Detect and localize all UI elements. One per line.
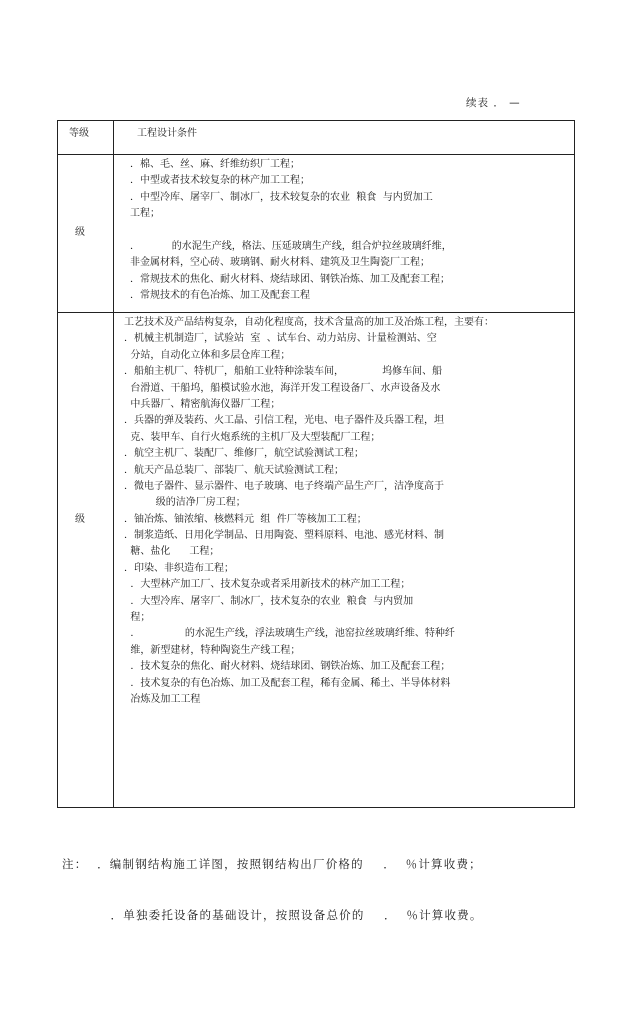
condition-line: 非金属材料，空心砖、玻璃钢、耐火材料、建筑及卫生陶瓷厂工程； xyxy=(130,257,430,269)
condition-line: ．兵器的弹及装药、火工晶、引信工程，光电、电子器件及兵器工程，坦 xyxy=(124,415,444,427)
row-1-conditions xyxy=(130,157,452,305)
condition-line: ．航空主机厂、装配厂、维修厂，航空试验测试工程； xyxy=(124,448,364,460)
condition-line: 中兵器厂、精密航海仪器厂工程； xyxy=(124,398,281,410)
condition-line: ．棉、毛、丝、麻、纤维纺织厂工程； xyxy=(130,159,300,170)
condition-line xyxy=(130,223,452,239)
condition-line: 冶炼及加工工程 xyxy=(124,693,201,705)
condition-line: ．制浆造纸、日用化学制品、日用陶瓷、塑料原料、电池、感光材料、制 xyxy=(124,530,444,542)
condition-line: ．铀冶炼、铀浓缩、核燃料元 组 件厂等核加工工程； xyxy=(124,513,367,525)
column-divider xyxy=(113,121,114,807)
condition-line: ．机械主机制造厂，试验站 室 、试车台、动力站房、计量检测站、空 xyxy=(124,333,437,345)
row-1-grade: 级 xyxy=(75,227,85,238)
condition-line: ．船舶主机厂、特机厂，船舶工业特种涂装车间， 坞修车间、船 xyxy=(124,366,443,378)
header-grade: 等级 xyxy=(69,128,89,139)
condition-line: ． 的水泥生产线，格法、压延玻璃生产线，组合炉拉丝玻璃纤维， xyxy=(130,240,452,252)
header-conditions: 工程设计条件 xyxy=(137,128,197,139)
condition-line: ．大型林产加工厂、技术复杂或者采用新技术的林产加工工程； xyxy=(124,579,411,591)
condition-line: 工艺技术及产品结构复杂，自动化程度高，技术含量高的加工及冶炼工程，主要有： xyxy=(124,317,494,328)
condition-line: ．常规技术的焦化、耐火材料、烧结球团、钢铁冶炼、加工及配套工程； xyxy=(130,273,450,285)
condition-line: ．常规技术的有色冶炼、加工及配套工程 xyxy=(130,290,310,302)
condition-line: 台滑道、干船坞，船模试验水池，海洋开发工程设备厂、水声设备及水 xyxy=(124,382,441,394)
condition-line: 糖、盐化 工程； xyxy=(124,546,220,558)
condition-line: ．中型或者技术较复杂的林产加工工程； xyxy=(130,175,310,187)
row-2-conditions xyxy=(124,315,494,708)
continued-label: 续表 ． — xyxy=(466,97,521,109)
condition-line: ．大型冷库、屠宰厂、制冰厂，技术复杂的农业 粮食 与内贸加 xyxy=(124,595,414,607)
header-divider xyxy=(58,154,574,155)
footnotes xyxy=(62,822,483,941)
condition-line: 分站，自动化立体和多层仓库工程； xyxy=(124,349,291,361)
condition-line: 维，新型建材，特种陶瓷生产线工程； xyxy=(124,644,301,656)
condition-line: ．技术复杂的有色冶炼、加工及配套工程，稀有金属、稀土、半导体材料 xyxy=(124,677,451,689)
condition-line: 级的洁净厂房工程； xyxy=(124,497,246,509)
footnote-2: ．单独委托设备的基础设计，按照设备总价的 ． ％计算收费。 xyxy=(62,908,483,922)
condition-line: ．微电子器件、显示器件、电子玻璃、电子终端产品生产厂，洁净度高于 xyxy=(124,480,444,492)
condition-line: 程； xyxy=(124,612,151,624)
footnote-1: 注： ．编制钢结构施工详图，按照钢结构出厂价格的 ． ％计算收费； xyxy=(62,857,482,871)
condition-line: ．航天产品总装厂、部装厂、航天试验测试工程； xyxy=(124,464,344,476)
design-conditions-table xyxy=(57,120,575,808)
condition-line: 克、装甲车、自行火炮系统的主机厂及大型装配厂工程； xyxy=(124,431,381,443)
condition-line: ．印染、非织造布工程； xyxy=(124,562,234,574)
row-divider xyxy=(58,312,574,313)
condition-line: 工程； xyxy=(130,208,160,220)
condition-line: ．技术复杂的焦化、耐火材料、烧结球团、钢铁冶炼、加工及配套工程； xyxy=(124,661,451,673)
condition-line: ．中型冷库、屠宰厂、制冰厂，技术较复杂的农业 粮食 与内贸加工 xyxy=(130,191,433,203)
condition-line: ． 的水泥生产线，浮法玻璃生产线，池窑拉丝玻璃纤维、特种纤 xyxy=(124,628,455,640)
row-2-grade: 级 xyxy=(75,514,85,525)
